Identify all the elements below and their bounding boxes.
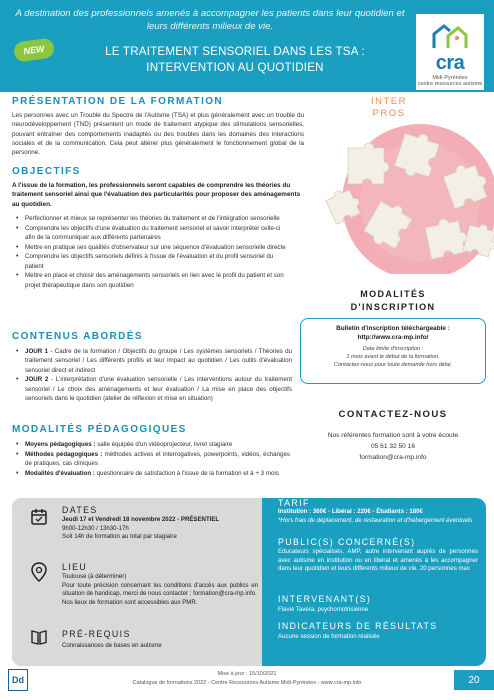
objectifs-intro: A l'issue de la formation, les professionnels seront capables de comprendre les théories du traitement sensoriel ainsi que l'évaluation des particularités pour proposer des aménagements au quotidien.	[12, 182, 301, 208]
indicateurs-title: INDICATEURS DE RÉSULTATS	[278, 621, 438, 631]
objectif-item: • Mettre en place et choisir des aménagements sensoriels en lien avec le profil du patient et son projet thérapeutique dans son quotidien	[14, 271, 286, 290]
deadline-3: Contactez-nous pour toute demande hors délai.	[333, 362, 453, 368]
deadline-1: Date limite d'inscription :	[362, 346, 424, 352]
objectif-item: • Mettre en pratique ses qualités d'observateur sur une séquence d'évaluation sensorielle directe	[14, 243, 286, 252]
contenus-title: CONTENUS ABORDÉS	[12, 331, 143, 342]
interpros-line-2: PROS	[372, 108, 406, 119]
logo-text: cra	[435, 52, 465, 74]
dates-line-3: Soit 14h de formation au total par stagiaire	[62, 533, 177, 541]
location-pin-icon	[30, 562, 48, 582]
header-tagline: A destination des professionnels amenés à accompagner les patients dans leur quotidien et leurs différents milieux de vie.	[15, 8, 405, 32]
jour-2-text: - L'interprétation d'une évaluation sensorielle / Les interventions autour du traitement sensoriel / Le choix des aménagements et leur évaluation / La mise en place des objectifs sensoriels dans le quotidien (atelier de réflexion et mise en situation)	[25, 376, 292, 402]
modalites-ped-title: MODALITÉS PÉDAGOGIQUES	[12, 424, 187, 435]
interpros-label	[370, 96, 408, 120]
jour-1-label: JOUR 1	[25, 348, 48, 355]
page-title	[60, 44, 410, 76]
inscription-bold	[301, 324, 485, 342]
footer-catalogue: Catalogue de formations 2022 - Centre Ressources Autisme Midi-Pyrénées - www.cra-mp.info	[132, 680, 362, 686]
dates-line-1: Jeudi 17 et Vendredi 18 novembre 2022 - PRÉSENTIEL	[62, 516, 220, 523]
deadline-2: 1 mois avant le début de la formation.	[346, 354, 440, 360]
calendar-icon	[30, 508, 48, 526]
interpros-line-1: INTER	[371, 96, 407, 107]
contact-email[interactable]: formation@cra-mp.info	[359, 454, 427, 461]
presentation-title: PRÉSENTATION DE LA FORMATION	[12, 96, 224, 107]
logo-sub-1: Midi-Pyrénées	[432, 75, 468, 81]
inscription-deadline	[301, 345, 485, 369]
jour-1-text: - Cadre de la formation / Objectifs du groupe / Les systèmes sensoriels / Théories du traitement sensoriel / Les différents profils et leur impact au quotidien / Les outils d'évaluation sensoriel direct et indirect	[25, 348, 293, 374]
evaluation-label: Modalités d'évaluation :	[25, 469, 95, 477]
lieu-line-1: Toulouse (à déterminer)	[62, 573, 127, 580]
lieu-line-2: Pour toute précision concernant les conditions d'accès aux publics en situation de handicap, merci de nous contacter : formation@cra-mp.info.	[62, 581, 258, 598]
modalite-item	[14, 440, 290, 449]
intervenants-title: INTERVENANT(S)	[278, 594, 372, 604]
page-number: 20	[454, 670, 494, 690]
moyens-text: salle équipée d'un vidéoprojecteur, livret stagiaire	[95, 441, 233, 448]
dates-text	[62, 516, 258, 542]
footer-update: Mise à jour : 15/10/2021	[217, 671, 277, 677]
modalite-item	[14, 469, 290, 478]
cra-logo	[416, 14, 484, 90]
book-icon	[30, 628, 48, 646]
contenus-list	[14, 347, 292, 404]
presentation-text: Les personnes avec un Trouble du Spectre de l'Autisme (TSA) et plus généralement avec un trouble du neurodéveloppement (TND) présentent un mode de traitement atypique des stimulations sensorielles, pouvant entraîner des comportements inadaptés ou des troubles dans les domaines des interactions sociales et de la communication. Cela peut altérer plus généralement le fonctionnement global de la personne.	[12, 112, 304, 157]
modalite-item	[14, 450, 290, 469]
dates-line-2: 9h00-12h30 / 13h30-17h	[62, 524, 129, 532]
tarif-line-1: Institution : 360€ - Libéral : 220€ - Étudiants : 180€	[278, 508, 423, 515]
tarif-text	[278, 508, 478, 525]
objectif-item: • Perfectionner et mieux se représenter les théories du traitement et de l'intégration sensorielle	[14, 214, 286, 223]
dates-title: DATES	[62, 505, 98, 515]
objectifs-title: OBJECTIFS	[12, 166, 81, 177]
inscription-box	[300, 318, 486, 384]
lieu-line-3: Nos lieux de formation sont accessibles aux PMR.	[62, 598, 198, 606]
objectif-item: • Comprendre les objectifs d'une évaluation du traitement sensoriel et savoir interpréter celle-ci afin de la communiquer aux différents partenaires	[14, 224, 286, 243]
inscription-title	[300, 288, 486, 314]
intervenants-text: Flavie Tavera, psychomotricienne	[278, 606, 369, 613]
new-badge: NEW	[13, 37, 55, 62]
lieu-text	[62, 573, 258, 607]
title-line-1: LE TRAITEMENT SENSORIEL DANS LES TSA :	[105, 45, 365, 58]
bulletin-label: Bulletin d'inscription téléchargeable :	[336, 325, 450, 332]
contact-title: CONTACTEZ-NOUS	[338, 409, 448, 420]
lieu-title: LIEU	[62, 562, 88, 572]
logo-sub-2: centre ressources autisme	[417, 81, 483, 87]
prerequis-title: PRÉ-REQUIS	[62, 629, 131, 639]
indicateurs-text: Aucune session de formation réalisée	[278, 633, 380, 640]
bulletin-link[interactable]: http://www.cra-mp.info/	[357, 334, 429, 341]
inscription-title-2: D'INSCRIPTION	[350, 302, 436, 312]
methodes-label: Méthodes pédagogiques :	[25, 450, 103, 458]
datadock-logo-text: Dd	[12, 675, 24, 685]
objectifs-list	[14, 214, 286, 290]
contact-line: Nos référentes formation sont à votre écoute	[327, 432, 459, 439]
inscription-title-1: MODALITÉS	[360, 289, 426, 299]
jour-2-label: JOUR 2	[25, 376, 49, 384]
methodes-text: méthodes actives et interrogatives, powerpoints, vidéos, échanges de pratiques, cas cliniques	[25, 450, 290, 467]
evaluation-text: questionnaire de satisfaction à l'issue de la formation et à + 3 mois	[94, 469, 279, 477]
tarif-title: TARIF	[278, 498, 310, 508]
contact-phone[interactable]: 05 61 32 50 16	[371, 443, 415, 450]
modalites-ped-list	[14, 440, 290, 478]
tarif-line-2: *Hors frais de déplacement, de restauration et d'hébergement éventuels	[278, 516, 473, 524]
publics-text: Educateurs spécialisés, AMP, autre intervenant auprès de personnes avec autisme en institution ou en libéral et amenés à les accompagner dans leur quotidien et leurs différents milieux de vie. 20 personnes max	[278, 548, 478, 573]
moyens-label: Moyens pédagogiques :	[25, 441, 96, 448]
prerequis-text: Connaissances de bases en autisme	[62, 642, 162, 649]
publics-title: PUBLIC(S) CONCERNÉ(S)	[278, 537, 416, 547]
contenu-item	[14, 347, 292, 375]
house-logo-icon	[430, 22, 470, 52]
title-line-2: INTERVENTION AU QUOTIDIEN	[146, 61, 324, 74]
logo-subtitle	[416, 75, 484, 87]
objectif-item: • Comprendre les objectifs sensoriels définis à l'issue de l'évaluation et du profil sensoriel du patient	[14, 252, 286, 271]
contact-info	[300, 430, 486, 463]
contenu-item	[14, 375, 292, 403]
puzzle-illustration	[308, 120, 494, 274]
